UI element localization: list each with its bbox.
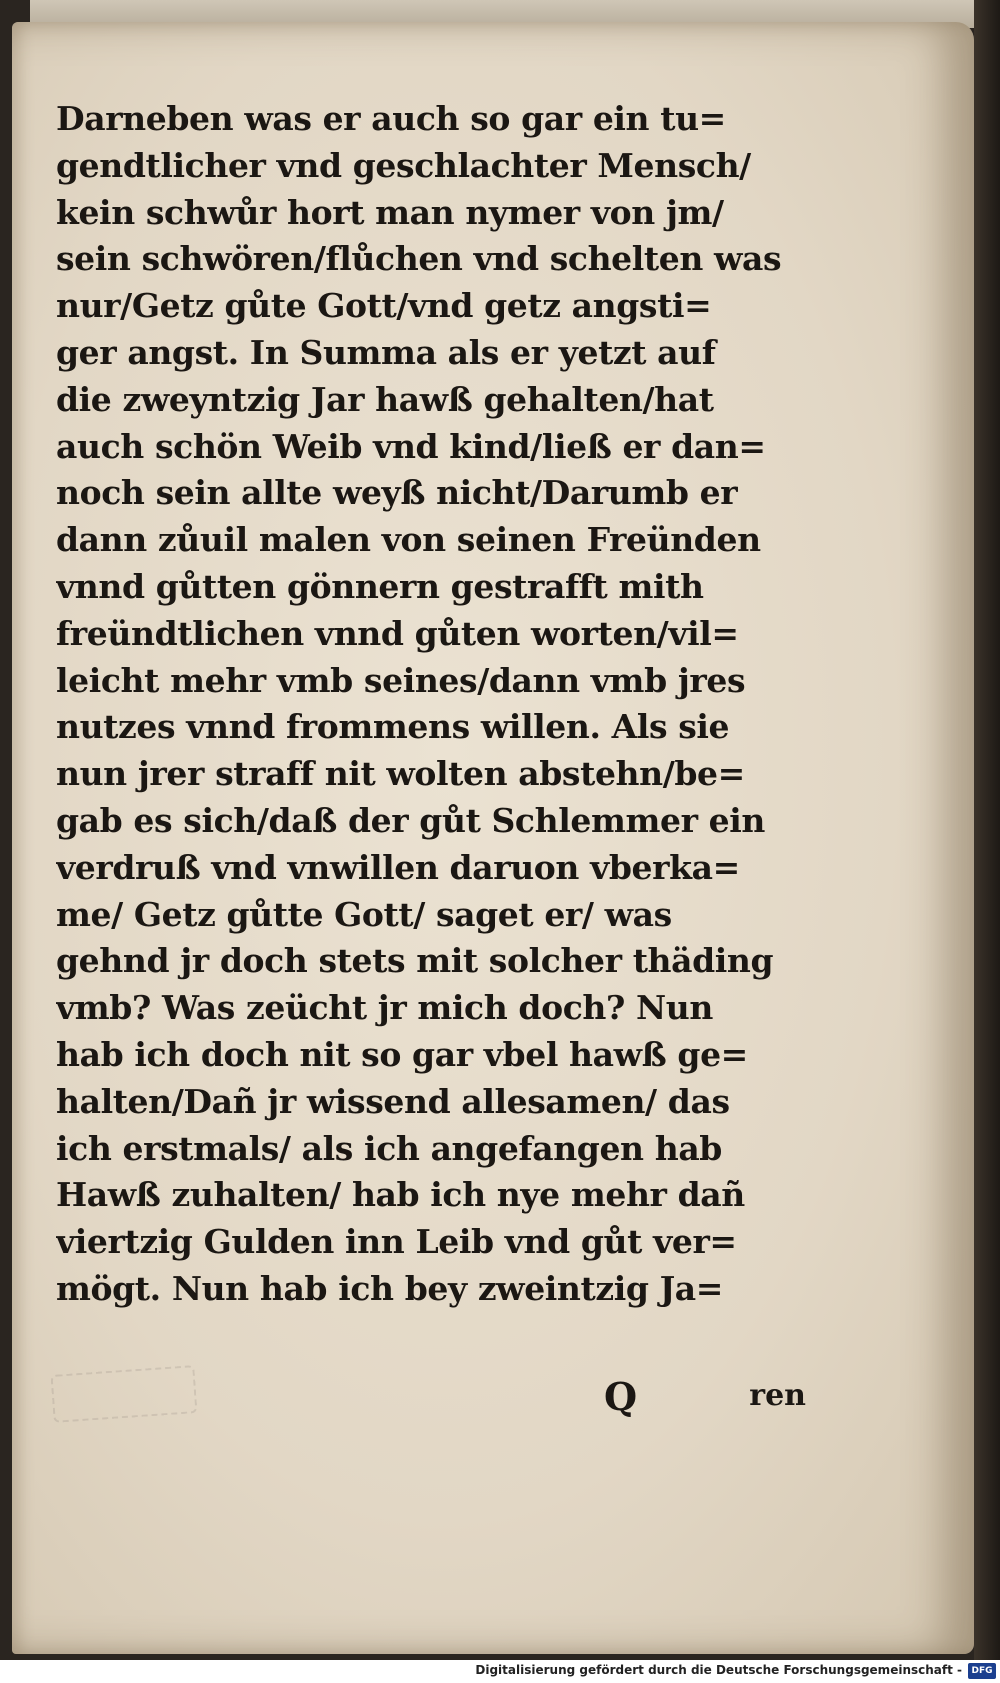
credit-bar	[0, 1660, 1000, 1683]
text-line: gehnd jr doch stets mit solcher thäding	[56, 941, 774, 981]
credit-text: Digitalisierung gefördert durch die Deutsche Forschungsgemeinschaft -	[475, 1663, 962, 1677]
text-line: nur/Getz gůte Gott/vnd getz angsti=	[56, 286, 712, 326]
text-line: me/ Getz gůtte Gott/ saget er/ was	[56, 894, 672, 934]
text-line: dann zůuil malen von seinen Freünden	[56, 520, 761, 560]
text-line: gendtlicher vnd geschlachter Mensch/	[56, 145, 751, 185]
text-line: sein schwören/flůchen vnd schelten was	[56, 239, 782, 279]
text-line: hab ich doch nit so gar vbel hawß ge=	[56, 1034, 748, 1074]
text-line: noch sein allte weyß nicht/Darumb er	[56, 473, 738, 513]
text-line: ger angst. In Summa als er yetzt auf	[56, 332, 716, 372]
text-line: nun jrer straff nit wolten abstehn/be=	[56, 754, 745, 794]
page-text	[56, 96, 810, 1313]
text-line: ich erstmals/ als ich angefangen hab	[56, 1128, 722, 1168]
text-line: verdruß vnd vnwillen daruon vberka=	[56, 847, 740, 887]
text-line: halten/Dañ jr wissend allesamen/ das	[56, 1081, 730, 1121]
text-line: leicht mehr vmb seines/dann vmb jres	[56, 660, 746, 700]
text-line: gab es sich/daß der gůt Schlemmer ein	[56, 800, 765, 840]
text-line: vnnd gůtten gönnern gestrafft mith	[56, 566, 704, 606]
text-line: Darneben was er auch so gar ein tu=	[56, 99, 726, 138]
text-line: vmb? Was zeücht jr mich doch? Nun	[56, 988, 713, 1028]
signature-mark: Q	[604, 1374, 638, 1419]
page-footer	[56, 1374, 810, 1434]
text-line: kein schwůr hort man nymer von jm/	[56, 192, 724, 232]
dfg-logo-icon[interactable]: DFG	[968, 1663, 996, 1679]
text-line: auch schön Weib vnd kind/ließ er dan=	[56, 426, 766, 466]
text-line: freündtlichen vnnd gůten worten/vil=	[56, 613, 739, 653]
text-line: viertzig Gulden inn Leib vnd gůt ver=	[56, 1222, 737, 1262]
text-line: die zweyntzig Jar hawß gehalten/hat	[56, 379, 714, 419]
text-line: mögt. Nun hab ich bey zweintzig Ja=	[56, 1268, 724, 1308]
text-line: Hawß zuhalten/ hab ich nye mehr dañ	[56, 1175, 745, 1215]
text-line: nutzes vnnd frommens willen. Als sie	[56, 707, 730, 747]
book-spine	[974, 0, 1000, 1660]
catchword: ren	[749, 1378, 806, 1413]
